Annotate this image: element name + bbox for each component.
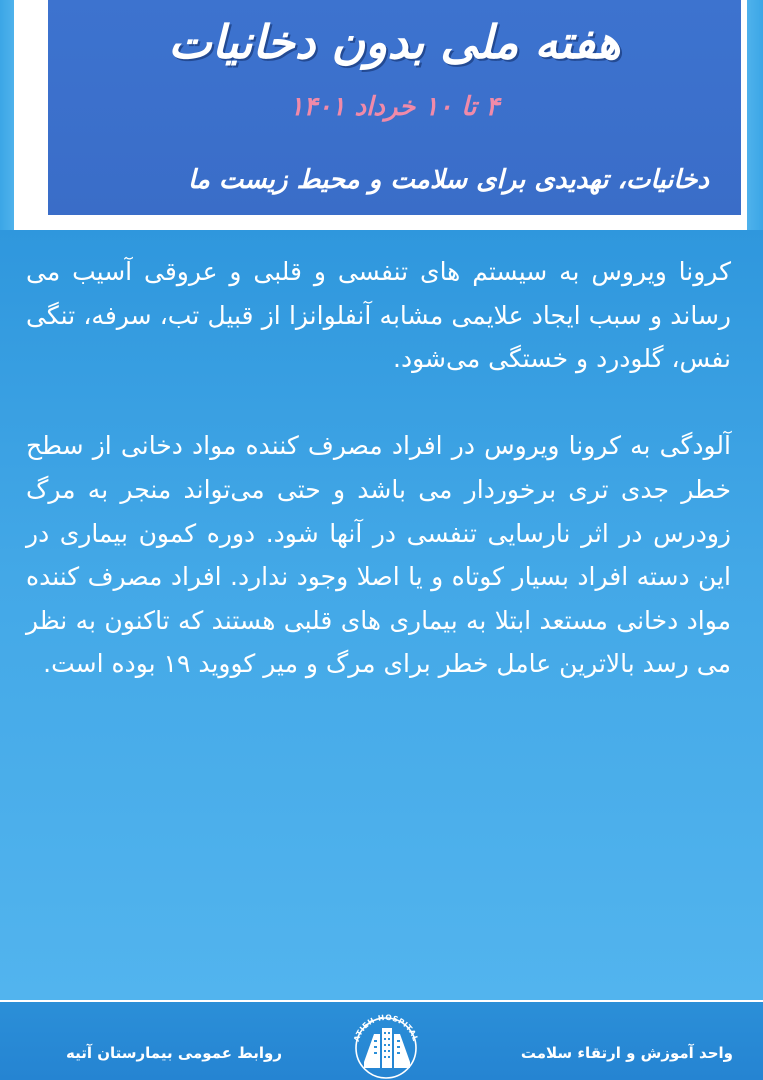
header-edge-left <box>0 0 14 230</box>
page-title: هفته ملی بدون دخانیات <box>168 15 621 69</box>
body-text <box>26 250 731 686</box>
footer-unit-label: واحد آموزش و ارتقاء سلامت <box>520 1044 733 1062</box>
footer <box>0 1000 763 1080</box>
header-panel <box>48 0 741 215</box>
paragraph-covid-symptoms: کرونا ویروس به سیستم های تنفسی و قلبی و عروقی آسیب می رساند و سبب ایجاد علایمی مشابه آنفلوانزا از قبیل تب، سرفه، تنگی نفس، گلودرد و خستگی می‌شود. <box>26 257 731 374</box>
header-edge-right <box>747 0 763 230</box>
hospital-building-icon <box>344 1004 428 1080</box>
main-content-panel <box>0 230 763 1000</box>
logo-text: ATIEH HOSPITAL <box>351 1012 421 1043</box>
date-range: ۴ تا ۱۰ خرداد ۱۴۰۱ <box>289 92 500 122</box>
header-frame <box>0 0 763 230</box>
slogan: دخانیات، تهدیدی برای سلامت و محیط زیست ما <box>188 165 709 195</box>
footer-pr-label: روابط عمومی بیمارستان آتیه <box>66 1044 283 1062</box>
paragraph-smokers-risk: آلودگی به کرونا ویروس در افراد مصرف کننده مواد دخانی از سطح خطر جدی تری برخوردار می باشد و حتی می‌تواند منجر به مرگ زودرس در اثر نارسایی تنفسی در آنها شود. دوره کمون بیماری در این دسته افراد بسیار کوتاه و یا اصلا وجود ندارد. افراد مصرف کننده مواد دخانی مستعد ابتلا به بیماری های قلبی هستند که تاکنون به نظر می رسد بالاترین عامل خطر برای مرگ و میر کووید ۱۹ بوده است. <box>26 431 731 679</box>
